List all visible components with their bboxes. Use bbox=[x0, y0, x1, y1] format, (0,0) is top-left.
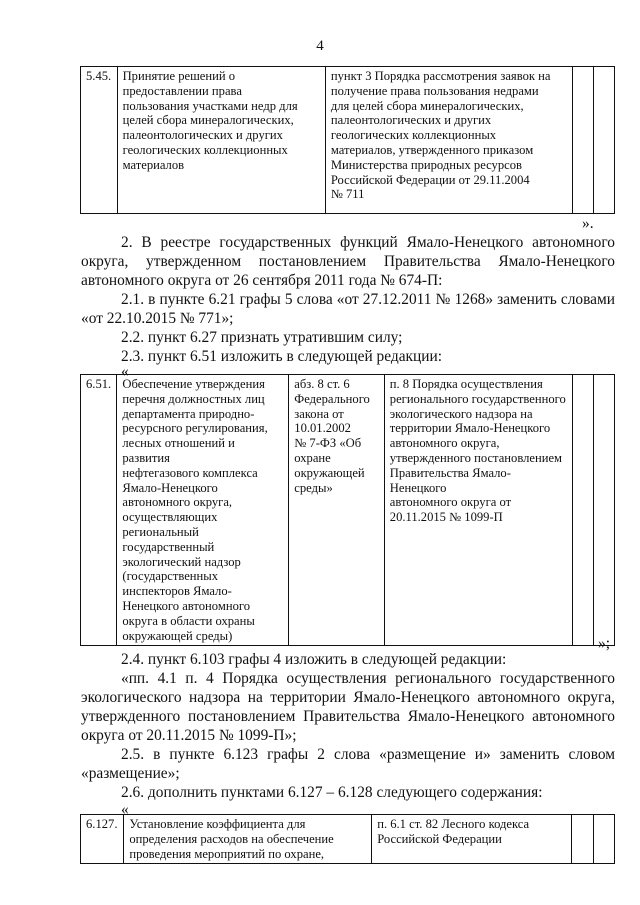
empty-cell bbox=[593, 375, 614, 646]
closing-quote: »; bbox=[598, 635, 610, 652]
paragraph-2-6: 2.6. дополнить пунктами 6.127 – 6.128 следующего содержания: bbox=[121, 784, 543, 801]
paragraph-2-3: 2.3. пункт 6.51 изложить в следующей редакции: bbox=[121, 348, 442, 365]
legal-basis-cell: п. 8 Порядка осуществления регионального государственного экологического надзора на территории Ямало-Ненецкого автономного округа, утвержденного постановлением Правительства Ямало-Ненецкого автономного округа от 20.11.2015 № 1099-П bbox=[384, 375, 572, 646]
paragraph-2-line-2: округа, утвержденном постановлением Правительства Ямало-Ненецкого bbox=[81, 253, 615, 270]
legal-basis-cell: п. 6.1 ст. 82 Лесного кодекса Российской Федерации bbox=[372, 815, 572, 864]
page-number: 4 bbox=[316, 38, 324, 54]
paragraph-2-5-line-1: 2.5. в пункте 6.123 графы 2 слова «размещение и» заменить словом bbox=[121, 746, 615, 763]
empty-cell bbox=[593, 815, 614, 864]
paragraph-2-4-quote-line-1: «пп. 4.1 п. 4 Порядка осуществления регионального государственного bbox=[121, 670, 615, 687]
function-name-cell: Принятие решений о предоставлении права пользования участками недр для целей сбора минералогических, палеонтологических и других геологических коллекционных материалов bbox=[117, 67, 325, 214]
empty-cell bbox=[572, 67, 593, 214]
paragraph-2-4: 2.4. пункт 6.103 графы 4 изложить в следующей редакции: bbox=[121, 651, 507, 668]
paragraph-2-4-quote-line-2: экологического надзора на территории Ямало-Ненецкого автономного округа, bbox=[81, 689, 615, 706]
paragraph-2-2: 2.2. пункт 6.27 признать утратившим силу; bbox=[121, 329, 403, 346]
row-number: 6.51. bbox=[81, 375, 117, 646]
legal-basis-cell: пункт 3 Порядка рассмотрения заявок на получение права пользования недрами для целей сбора минералогических, палеонтологических и других геологических коллекционных материалов, утвержденного приказом Министерства природных ресурсов Российской Федерации от 29.11.2004 № 711 bbox=[325, 67, 572, 214]
function-name-cell: Установление коэффициента для определения расходов на обеспечение проведения мероприятий по охране, bbox=[124, 815, 372, 864]
paragraph-2-line-3: автономного округа от 26 сентября 2011 года № 674-П: bbox=[81, 272, 443, 289]
table-row bbox=[81, 375, 615, 646]
paragraph-2-1-line-1: 2.1. в пункте 6.21 графы 5 слова «от 27.12.2011 № 1268» заменить словами bbox=[121, 291, 615, 308]
register-table-6-51 bbox=[80, 374, 615, 646]
opening-quote: « bbox=[121, 363, 129, 380]
paragraph-2-4-quote-line-4: округа от 20.11.2015 № 1099-П»; bbox=[81, 727, 297, 744]
empty-cell bbox=[593, 67, 614, 214]
empty-cell bbox=[572, 815, 593, 864]
row-number: 5.45. bbox=[81, 67, 118, 214]
table-row bbox=[81, 67, 615, 214]
row-number: 6.127. bbox=[81, 815, 124, 864]
paragraph-2-1-line-2: «от 22.10.2015 № 771»; bbox=[81, 310, 234, 327]
paragraph-2-4-quote-line-3: утвержденного постановлением Правительства Ямало-Ненецкого автономного bbox=[81, 708, 615, 725]
paragraph-2-line-1: 2. В реестре государственных функций Ямало-Ненецкого автономного bbox=[121, 234, 615, 251]
opening-quote: « bbox=[121, 801, 129, 818]
paragraph-2-5-line-2: «размещение»; bbox=[81, 765, 180, 782]
register-table-6-127 bbox=[80, 814, 615, 864]
closing-quote: ». bbox=[582, 215, 594, 232]
federal-law-cell: абз. 8 ст. 6 Федерального закона от 10.01.2002 № 7-ФЗ «Об охране окружающей среды» bbox=[289, 375, 385, 646]
function-name-cell: Обеспечение утверждения перечня должностных лиц департамента природно- ресурсного регулирования, лесных отношений и развития нефтегазового комплекса Ямало-Ненецкого автономного округа, осуществляющих региональный государственный экологический надзор (государственных инспекторов Ямало- Ненецкого автономного округа в области охраны окружающей среды) bbox=[117, 375, 289, 646]
table-row bbox=[81, 815, 615, 864]
register-table-5-45 bbox=[80, 66, 615, 214]
empty-cell bbox=[572, 375, 593, 646]
